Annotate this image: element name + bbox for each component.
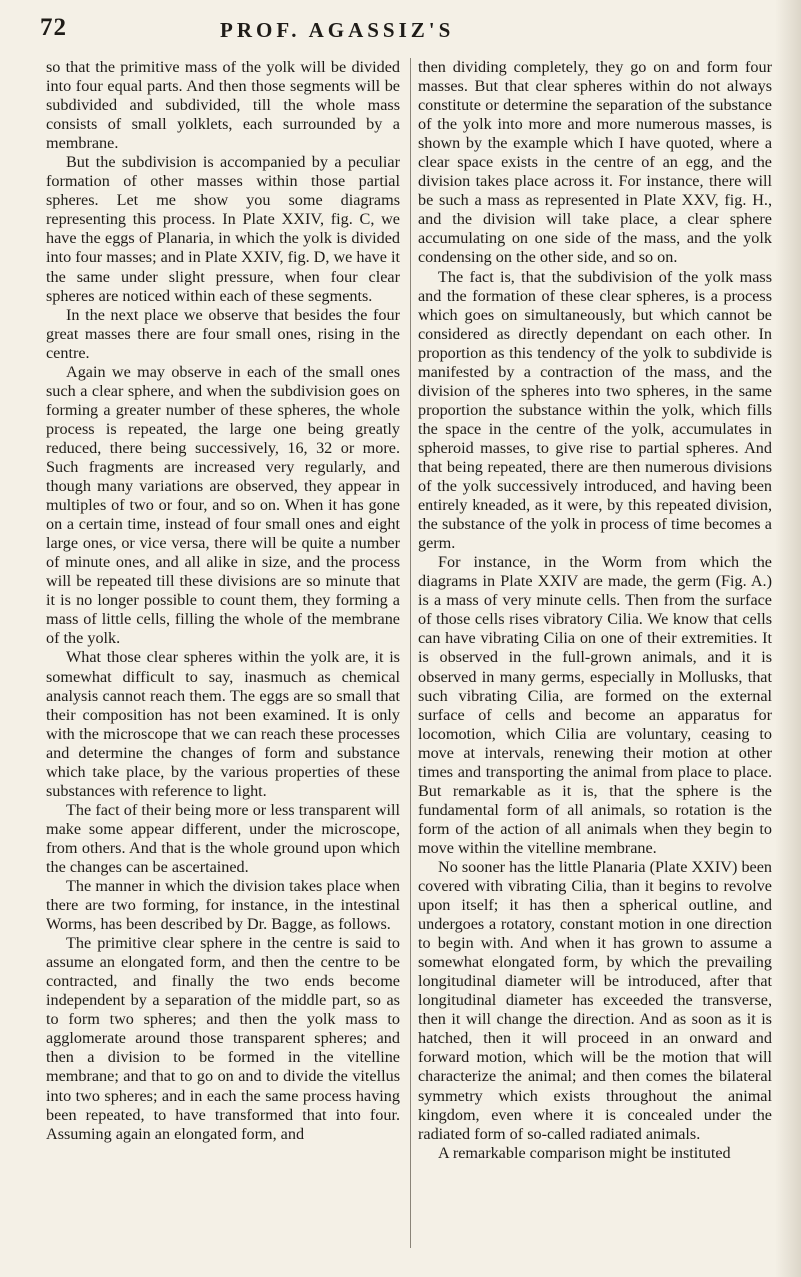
paragraph: No sooner has the little Planaria (Plate XXIV) been covered with vibrating Cilia, than it begins to revolve upon itself; it has then a spherical outline, and undergoes a rotatory, constant motion in one direction to begin with. And when it has grown to assume a somewhat elongated form, by which the prevailing longitudinal diameter will be introduced, after that longitudinal diameter has exceeded the transverse, then it will change the direction. And as soon as it is hatched, then it will proceed in an onward and forward motion, which will be the motion that will characterize the animal; and then comes the bilateral symmetry which exists throughout the animal kingdom, even where it is concealed under the radiated form of so-called radiated animals. bbox=[418, 857, 772, 1143]
page-edge-shadow bbox=[775, 0, 801, 1277]
page-header bbox=[40, 14, 771, 50]
paragraph: The fact is, that the subdivision of the yolk mass and the formation of these clear spheres, is a process which goes on simultaneously, but which cannot be considered as directly dependant on each other. In proportion as this tendency of the yolk to subdivide is manifested by a contraction of the mass, and the division of the spheres into two spheres, in the same proportion the substance within the yolk, which fills the space in the centre of the yolk, accumulates in spheroid masses, to give rise to partial spheres. And that being repeated, there are then numerous divisions of the yolk successively introduced, and having been entirely kneaded, as it were, by this repeated division, the substance of the yolk in process of time becomes a germ. bbox=[418, 267, 772, 553]
paragraph: In the next place we observe that besides the four great masses there are four small ones, rising in the centre. bbox=[46, 305, 400, 362]
paragraph: The fact of their being more or less transparent will make some appear different, under the microscope, from others. And that is the whole ground upon which the changes can be ascertained. bbox=[46, 800, 400, 876]
page-number: 72 bbox=[40, 14, 67, 41]
left-column bbox=[46, 58, 400, 1144]
paragraph: then dividing completely, they go on and form four masses. But that clear spheres within do not always constitute or determine the separation of the substance of the yolk into more and more numerous masses, is shown by the example which I have quoted, where a clear space exists in the centre of an egg, and the division takes place across it. For instance, there will be such a mass as represented in Plate XXV, fig. H., and the division will take place, a clear sphere accumulating on one side of the mass, and the yolk condensing on the other side, and so on. bbox=[418, 58, 772, 267]
paragraph: so that the primitive mass of the yolk will be divided into four equal parts. And then those segments will be subdivided and subdivided, till the whole mass consists of small yolklets, each surrounded by a membrane. bbox=[46, 58, 400, 153]
paragraph: A remarkable comparison might be instituted bbox=[438, 1143, 731, 1162]
paragraph: But the subdivision is accompanied by a peculiar formation of other masses within those partial spheres. Let me show you some diagrams representing this process. In Plate XXIV, fig. C, we have the eggs of Planaria, in which the yolk is divided into four masses; and in Plate XXIV, fig. D, we have it the same under slight pressure, when four clear spheres are noticed within each of these segments. bbox=[46, 153, 400, 305]
paragraph: Again we may observe in each of the small ones such a clear sphere, and when the subdivision goes on forming a greater number of these spheres, the whole process is repeated, the large one being greatly reduced, there being successively, 16, 32 or more. Such fragments are increased very regularly, and though many variations are observed, they appear in multiples of two or four, and so on. When it has gone on a certain time, instead of four small ones and eight large ones, or vice versa, there will be quite a number of minute ones, and all alike in size, and the process will be repeated till these divisions are so minute that it is no longer possible to count them, they forming a mass of little cells, filling the whole of the membrane of the yolk. bbox=[46, 362, 400, 648]
column-divider bbox=[410, 58, 411, 1248]
paragraph: The primitive clear sphere in the centre is said to assume an elongated form, and then the centre to be contracted, and finally the two ends become independent by a separation of the middle part, so as to form two spheres; and then the yolk mass to agglomerate around those transparent spheres; and then a division to be formed in the vitelline membrane; and that to go on and to divide the vitellus into two spheres; and in each the same process having been repeated, to have transformed that into four. Assuming again an elongated form, and bbox=[46, 934, 400, 1143]
right-column bbox=[418, 58, 772, 1163]
paragraph: What those clear spheres within the yolk are, it is somewhat difficult to say, inasmuch as chemical analysis cannot reach them. The eggs are so small that their composition has not been examined. It is only with the microscope that we can reach these processes and determine the changes of form and substance which take place, by the various properties of these substances with reference to light. bbox=[46, 648, 400, 800]
paragraph: The manner in which the division takes place when there are two forming, for instance, in the intestinal Worms, has been described by Dr. Bagge, as follows. bbox=[46, 877, 400, 934]
paragraph: For instance, in the Worm from which the diagrams in Plate XXIV are made, the germ (Fig. A.) is a mass of very minute cells. Then from the surface of those cells rises vibratory Cilia. We know that cells can have vibrating Cilia on one of their extremities. It is observed in the full-grown animals, and it is observed in many germs, especially in Mollusks, that such vibrating Cilia, are formed on the external surface of cells and become an apparatus for locomotion, which Cilia are voluntary, ceasing to move at intervals, renewing their motion at other times and transporting the animal from place to place. But remarkable as it is, that the sphere is the fundamental form of all animals, so rotation is the form of the action of all animals when they begin to move within the vitelline membrane. bbox=[418, 553, 772, 857]
running-head: PROF. AGASSIZ'S bbox=[220, 18, 455, 42]
